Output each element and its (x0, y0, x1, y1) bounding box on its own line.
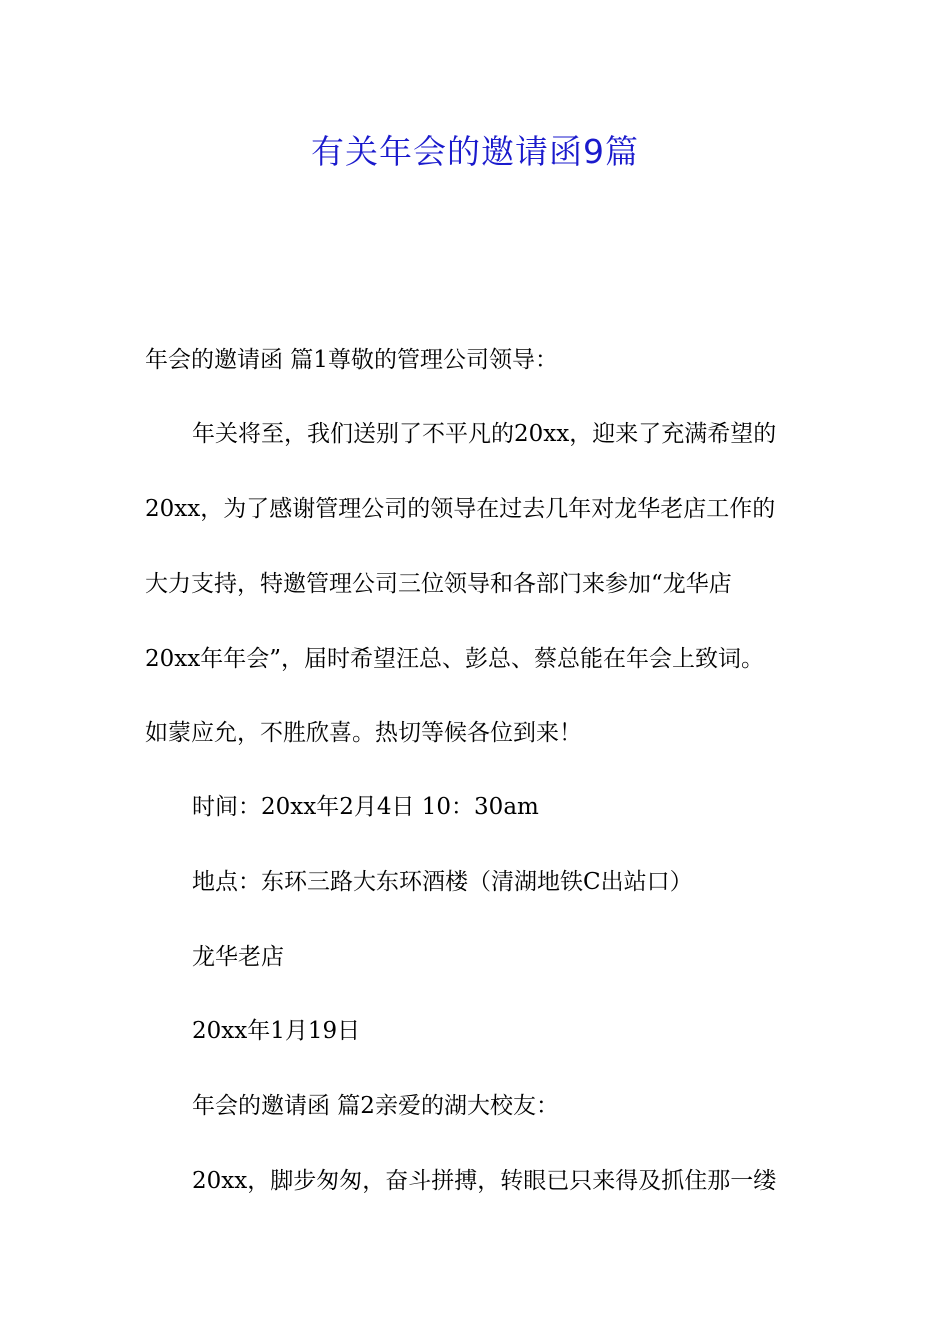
paragraph-line: 20xx年年会”，届时希望汪总、彭总、蔡总能在年会上致词。 (145, 646, 764, 672)
paragraph-line: 20xx，为了感谢管理公司的领导在过去几年对龙华老店工作的 (145, 496, 776, 522)
document-title: 有关年会的邀请函9篇 (311, 132, 639, 171)
paragraph-line: 大力支持，特邀管理公司三位领导和各部门来参加“龙华店 (145, 571, 732, 597)
location-line: 地点：东环三路大东环酒楼（清湖地铁C出站口） (192, 869, 693, 895)
signature-date: 20xx年1月19日 (192, 1018, 361, 1044)
section-heading: 年会的邀请函 篇2亲爱的湖大校友： (192, 1093, 559, 1119)
paragraph-line: 年关将至，我们送别了不平凡的20xx，迎来了充满希望的 (192, 421, 777, 447)
paragraph-line: 20xx，脚步匆匆，奋斗拼搏，转眼已只来得及抓住那一缕 (192, 1168, 777, 1194)
signature-name: 龙华老店 (192, 944, 284, 970)
paragraph-line: 如蒙应允，不胜欣喜。热切等候各位到来！ (145, 720, 582, 746)
paragraph-line: 年会的邀请函 篇1尊敬的管理公司领导： (145, 347, 558, 373)
time-line: 时间：20xx年2月4日 10：30am (192, 794, 539, 820)
